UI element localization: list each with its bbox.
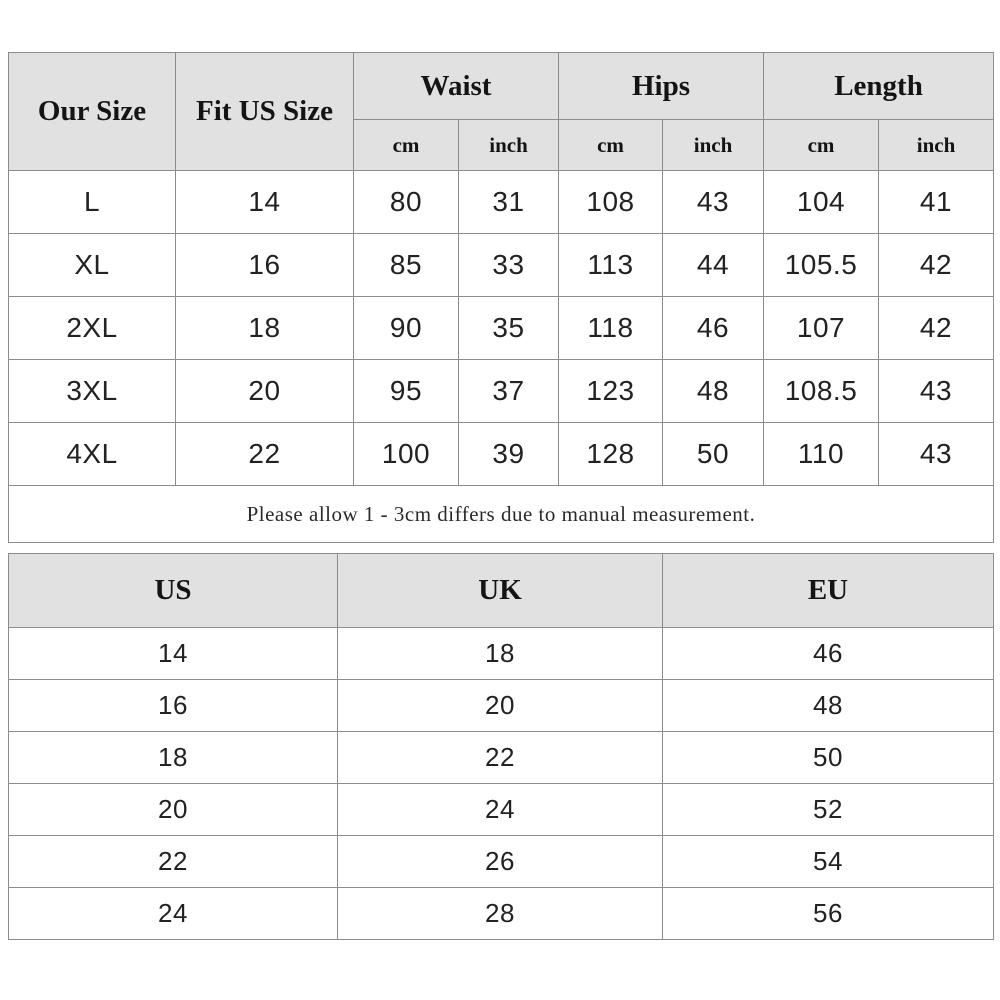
cell-length-inch: 42 xyxy=(879,297,994,360)
header-length-inch: inch xyxy=(879,120,994,171)
table-row xyxy=(9,680,994,732)
cell-hips-inch: 48 xyxy=(663,360,764,423)
cell-us: 18 xyxy=(9,732,338,784)
header-hips-cm: cm xyxy=(559,120,663,171)
cell-waist-inch: 35 xyxy=(459,297,559,360)
header-waist-cm: cm xyxy=(354,120,459,171)
cell-uk: 22 xyxy=(338,732,663,784)
cell-waist-cm: 80 xyxy=(354,171,459,234)
table-row xyxy=(9,171,994,234)
cell-hips-cm: 123 xyxy=(559,360,663,423)
cell-length-inch: 41 xyxy=(879,171,994,234)
cell-waist-inch: 31 xyxy=(459,171,559,234)
cell-fit-us: 20 xyxy=(176,360,354,423)
measurement-note: Please allow 1 - 3cm differs due to manual measurement. xyxy=(9,486,994,543)
cell-our-size: 4XL xyxy=(9,423,176,486)
cell-uk: 18 xyxy=(338,628,663,680)
cell-hips-inch: 43 xyxy=(663,171,764,234)
header-waist-inch: inch xyxy=(459,120,559,171)
cell-waist-inch: 39 xyxy=(459,423,559,486)
cell-fit-us: 18 xyxy=(176,297,354,360)
cell-eu: 50 xyxy=(663,732,994,784)
cell-length-inch: 43 xyxy=(879,360,994,423)
header-fit-us-size: Fit US Size xyxy=(176,53,354,171)
cell-uk: 24 xyxy=(338,784,663,836)
cell-us: 22 xyxy=(9,836,338,888)
cell-uk: 20 xyxy=(338,680,663,732)
cell-hips-inch: 44 xyxy=(663,234,764,297)
cell-length-cm: 107 xyxy=(764,297,879,360)
cell-us: 16 xyxy=(9,680,338,732)
cell-hips-inch: 46 xyxy=(663,297,764,360)
header-hips-inch: inch xyxy=(663,120,764,171)
cell-length-inch: 42 xyxy=(879,234,994,297)
cell-us: 20 xyxy=(9,784,338,836)
cell-our-size: 2XL xyxy=(9,297,176,360)
size-conversion-table xyxy=(8,553,994,940)
cell-waist-cm: 85 xyxy=(354,234,459,297)
cell-uk: 26 xyxy=(338,836,663,888)
cell-eu: 46 xyxy=(663,628,994,680)
cell-waist-cm: 90 xyxy=(354,297,459,360)
header-length-cm: cm xyxy=(764,120,879,171)
size-measurement-table xyxy=(8,52,994,543)
cell-our-size: XL xyxy=(9,234,176,297)
cell-our-size: 3XL xyxy=(9,360,176,423)
note-row xyxy=(9,486,994,543)
table-row xyxy=(9,628,994,680)
table-row xyxy=(9,360,994,423)
cell-length-inch: 43 xyxy=(879,423,994,486)
cell-hips-inch: 50 xyxy=(663,423,764,486)
cell-length-cm: 110 xyxy=(764,423,879,486)
cell-eu: 48 xyxy=(663,680,994,732)
header-us: US xyxy=(9,554,338,628)
cell-fit-us: 22 xyxy=(176,423,354,486)
cell-us: 24 xyxy=(9,888,338,940)
cell-length-cm: 108.5 xyxy=(764,360,879,423)
cell-our-size: L xyxy=(9,171,176,234)
cell-uk: 28 xyxy=(338,888,663,940)
header-eu: EU xyxy=(663,554,994,628)
table-row xyxy=(9,234,994,297)
cell-hips-cm: 128 xyxy=(559,423,663,486)
table-row xyxy=(9,297,994,360)
cell-eu: 56 xyxy=(663,888,994,940)
table-row xyxy=(9,836,994,888)
cell-fit-us: 16 xyxy=(176,234,354,297)
table-row xyxy=(9,423,994,486)
cell-hips-cm: 113 xyxy=(559,234,663,297)
cell-eu: 52 xyxy=(663,784,994,836)
cell-hips-cm: 118 xyxy=(559,297,663,360)
cell-waist-inch: 33 xyxy=(459,234,559,297)
cell-waist-cm: 95 xyxy=(354,360,459,423)
cell-fit-us: 14 xyxy=(176,171,354,234)
header-length: Length xyxy=(764,53,994,120)
header-our-size: Our Size xyxy=(9,53,176,171)
cell-waist-cm: 100 xyxy=(354,423,459,486)
cell-length-cm: 104 xyxy=(764,171,879,234)
header-hips: Hips xyxy=(559,53,764,120)
cell-length-cm: 105.5 xyxy=(764,234,879,297)
cell-eu: 54 xyxy=(663,836,994,888)
cell-hips-cm: 108 xyxy=(559,171,663,234)
header-uk: UK xyxy=(338,554,663,628)
table-row xyxy=(9,888,994,940)
table-row xyxy=(9,784,994,836)
table-row xyxy=(9,732,994,784)
cell-us: 14 xyxy=(9,628,338,680)
header-waist: Waist xyxy=(354,53,559,120)
cell-waist-inch: 37 xyxy=(459,360,559,423)
